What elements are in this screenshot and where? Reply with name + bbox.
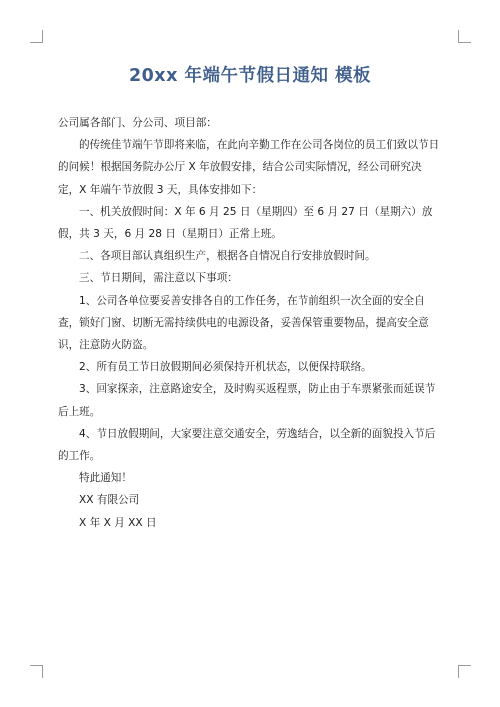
travel-note-paragraph: 3、回家探亲，注意路途安全，及时购买返程票，防止由于车票紧张而延误节后上班。 (58, 383, 436, 418)
greeting-line: 公司属各部门、分公司、项目部： (58, 117, 217, 129)
notes-heading-paragraph: 三、节日期间，需注意以下事项： (79, 272, 238, 285)
page-corner-mark-top-right (458, 30, 471, 43)
project-department-paragraph: 二、各项目部认真组织生产，根据各自情况自行安排放假时间。 (79, 250, 376, 263)
traffic-note-paragraph: 4、节日放假期间，大家要注意交通安全，劳逸结合，以全新的面貌投入节后的工作。 (58, 427, 436, 463)
page-corner-mark-bottom-left (30, 665, 43, 678)
page-corner-mark-top-left (30, 30, 43, 43)
holiday-schedule-paragraph: 一、机关放假时间：X 年 6 月 25 日（星期四）至 6 月 27 日（星期六）放假，共 3 天，6 月 28 日（星期日）正常上班。 (58, 205, 433, 241)
safety-note-paragraph: 1、公司各单位要妥善安排各自的工作任务，在节前组织一次全面的安全自查，锁好门窗、切断无需持续供电的电源设备，妥善保管重要物品，提高安全意识，注意防火防盗。 (58, 294, 429, 352)
contact-note-paragraph: 2、所有员工节日放假期间必须保持开机状态，以便保持联络。 (79, 361, 372, 374)
document-body (58, 112, 440, 534)
closing-line: 特此通知！ (79, 472, 132, 485)
page-corner-mark-bottom-right (458, 665, 471, 678)
signature-company: XX 有限公司 (79, 494, 140, 507)
intro-paragraph: 的传统佳节端午节即将来临，在此向辛勤工作在公司各岗位的员工们致以节日的问候！根据国务院办公厅 X 年放假安排，结合公司实际情况，经公司研究决定，X 年端午节放假 3 天，具体安排如下： (58, 139, 440, 196)
signature-date: X 年 X 月 XX 日 (79, 516, 157, 529)
document-title: 20xx 年端午节假日通知 模板 (128, 66, 372, 86)
